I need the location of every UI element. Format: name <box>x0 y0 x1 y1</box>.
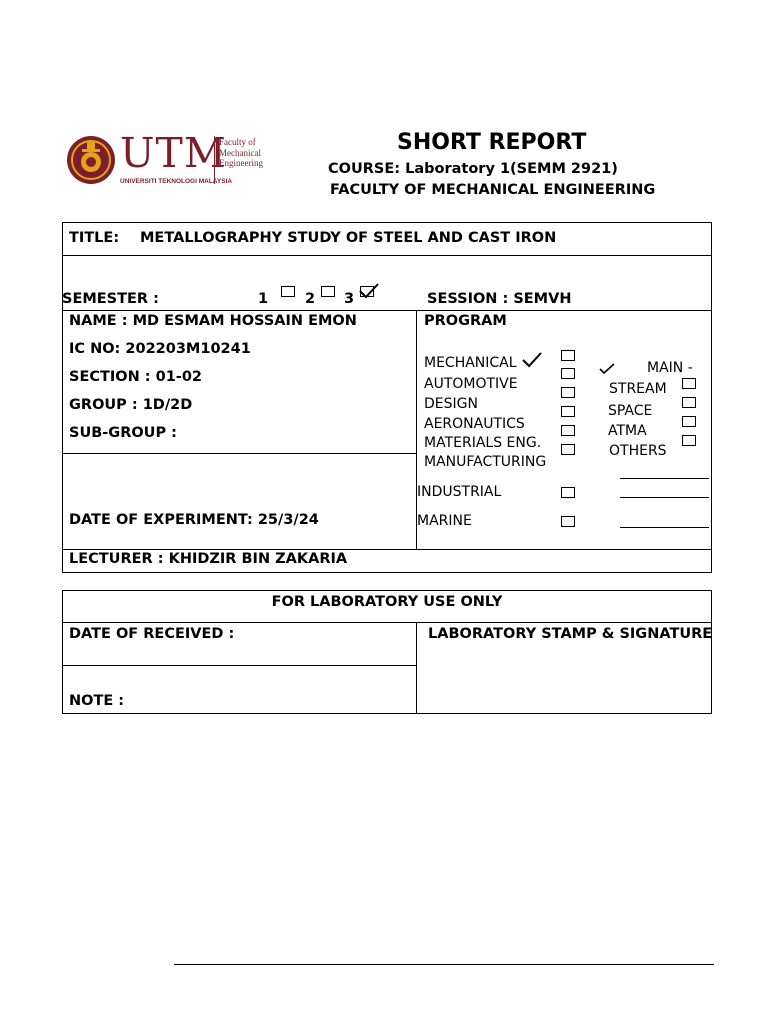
mechanical-checkbox[interactable] <box>561 350 575 361</box>
materials-eng-checkbox[interactable] <box>561 425 575 436</box>
others-blank-2 <box>620 497 709 498</box>
semester-2-checkbox[interactable] <box>321 286 335 297</box>
program-aeronautics: AERONAUTICS <box>424 416 525 432</box>
design-checkbox[interactable] <box>561 387 575 398</box>
course-line: COURSE: Laboratory 1(SEMM 2921) <box>328 161 618 177</box>
program-mechanical: MECHANICAL <box>424 355 517 371</box>
semester-option-3: 3 <box>344 291 355 307</box>
title-value: METALLOGRAPHY STUDY OF STEEL AND CAST IRON <box>140 230 557 246</box>
report-title: SHORT REPORT <box>397 130 587 155</box>
sub-group-field: SUB-GROUP : <box>69 425 177 441</box>
group-field: GROUP : 1D/2D <box>69 397 193 413</box>
semester-1-checkbox[interactable] <box>281 286 295 297</box>
date-of-experiment: DATE OF EXPERIMENT: 25/3/24 <box>69 512 319 528</box>
utm-wordmark: UTM <box>120 129 227 177</box>
aeronautics-checkbox[interactable] <box>561 406 575 417</box>
mainstream-check-icon <box>599 363 615 375</box>
stream-main: MAIN - <box>647 360 693 376</box>
stream-stream: STREAM <box>609 381 667 397</box>
university-name: UNIVERSITI TEKNOLOGI MALAYSIA <box>120 178 233 185</box>
lecturer-field: LECTURER : KHIDZIR BIN ZAKARIA <box>69 551 348 567</box>
section-field: SECTION : 01-02 <box>69 369 203 385</box>
semester-3-check-icon <box>358 281 380 301</box>
program-automotive: AUTOMOTIVE <box>424 376 518 392</box>
program-industrial: INDUSTRIAL <box>417 484 502 500</box>
others-checkbox[interactable] <box>682 435 696 446</box>
utm-crest-icon <box>66 130 116 190</box>
session-label: SESSION : SEMVH <box>427 291 572 307</box>
date-received-label: DATE OF RECEIVED : <box>69 626 235 642</box>
logo-divider <box>214 136 215 184</box>
industrial-checkbox[interactable] <box>561 487 575 498</box>
name-field: NAME : MD ESMAM HOSSAIN EMON <box>69 313 357 329</box>
signature-line <box>174 964 714 965</box>
utm-logo <box>66 130 306 192</box>
mainstream-checkbox[interactable] <box>682 378 696 389</box>
program-manufacturing: MANUFACTURING <box>424 454 547 470</box>
semester-label: SEMESTER : <box>62 291 159 307</box>
semester-option-2: 2 <box>305 291 316 307</box>
space-checkbox[interactable] <box>682 397 696 408</box>
marine-checkbox[interactable] <box>561 516 575 527</box>
lab-use-heading: FOR LABORATORY USE ONLY <box>271 594 503 610</box>
note-label: NOTE : <box>69 693 125 709</box>
manufacturing-checkbox[interactable] <box>561 444 575 455</box>
lab-stamp-label: LABORATORY STAMP & SIGNATURE <box>428 626 713 642</box>
faculty-line-2: Mechanical Engineering <box>219 148 263 168</box>
ic-number: IC NO: 202203M10241 <box>69 341 251 357</box>
program-marine: MARINE <box>417 513 472 529</box>
others-blank-3 <box>620 527 709 528</box>
others-blank-1 <box>620 478 709 479</box>
program-label: PROGRAM <box>424 313 507 329</box>
stream-atma: ATMA <box>608 423 647 439</box>
program-design: DESIGN <box>424 396 478 412</box>
program-materials-eng: MATERIALS ENG. <box>424 435 542 451</box>
faculty-line-1: Faculty of <box>219 137 256 147</box>
stream-space: SPACE <box>608 403 653 419</box>
stream-others: OTHERS <box>609 443 667 459</box>
faculty-line: FACULTY OF MECHANICAL ENGINEERING <box>330 182 656 198</box>
mechanical-check-icon <box>521 351 543 369</box>
semester-option-1: 1 <box>258 291 269 307</box>
atma-checkbox[interactable] <box>682 416 696 427</box>
title-label: TITLE: <box>69 230 120 246</box>
automotive-checkbox[interactable] <box>561 368 575 379</box>
